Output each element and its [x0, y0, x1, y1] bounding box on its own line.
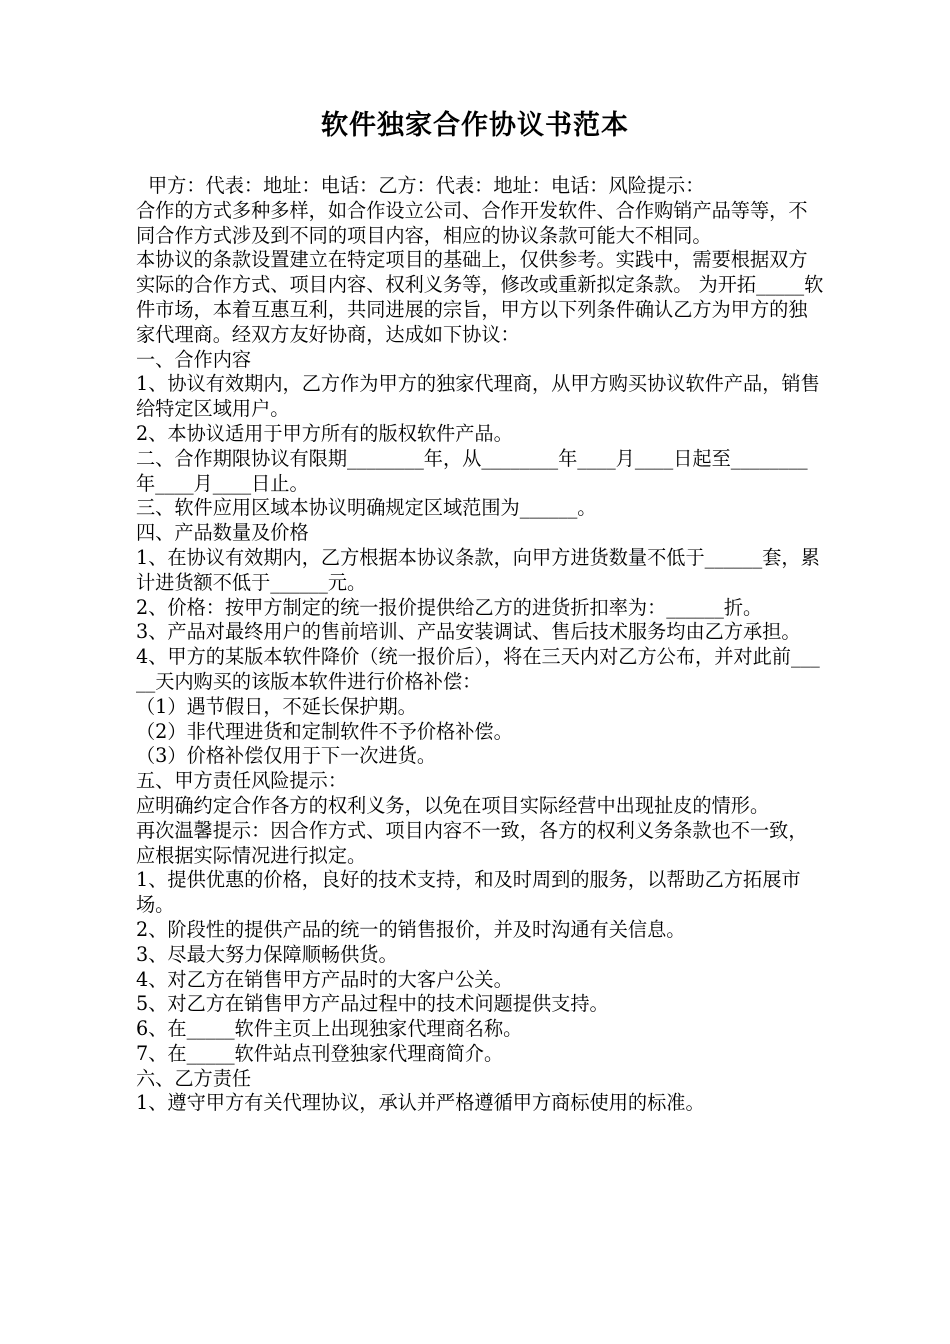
clause: 1、提供优惠的价格，良好的技术支持，和及时周到的服务，以帮助乙方拓展市场。 — [136, 868, 801, 917]
clause: 1、协议有效期内，乙方作为甲方的独家代理商，从甲方购买协议软件产品，销售给特定区域用户。 — [136, 372, 820, 421]
paragraph-risk-note: 合作的方式多种多样，如合作设立公司、合作开发软件、合作购销产品等等，不同合作方式涉及到不同的项目内容，相应的协议条款可能大不相同。 — [136, 198, 808, 247]
clause: 4、对乙方在销售甲方产品时的大客户公关。 — [136, 967, 513, 991]
section-heading: 二、合作期限协议有限期________年，从________年____月____日起至________年____月____日止。 — [136, 446, 808, 495]
clause: 2、价格：按甲方制定的统一报价提供给乙方的进货折扣率为：______折。 — [136, 595, 763, 619]
section-heading: 五、甲方责任风险提示： — [136, 769, 348, 793]
clause: 7、在_____软件站点刊登独家代理商简介。 — [136, 1041, 504, 1065]
clause: 2、阶段性的提供产品的统一的销售报价，并及时沟通有关信息。 — [136, 917, 686, 941]
sub-clause: （3）价格补偿仅用于下一次进货。 — [136, 744, 437, 768]
clause: 2、本协议适用于甲方所有的版权软件产品。 — [136, 421, 513, 445]
document-body — [136, 174, 826, 1116]
section-heading: 六、乙方责任 — [136, 1066, 252, 1090]
clause: 1、遵守甲方有关代理协议，承认并严格遵循甲方商标使用的标准。 — [136, 1091, 705, 1115]
clause: 3、产品对最终用户的售前培训、产品安装调试、售后技术服务均由乙方承担。 — [136, 620, 801, 644]
section-heading: 一、合作内容 — [136, 347, 252, 371]
document-title: 软件独家合作协议书范本 — [321, 110, 629, 141]
section-heading: 三、软件应用区域本协议明确规定区域范围为______。 — [136, 496, 597, 520]
section-heading: 四、产品数量及价格 — [136, 521, 309, 545]
clause: 1、在协议有效期内，乙方根据本协议条款，向甲方进货数量不低于______套，累计进货额不低于______元。 — [136, 545, 820, 594]
clause: 4、甲方的某版本软件降价（统一报价后），将在三天内对乙方公布，并对此前_____天内购买的该版本软件进行价格补偿： — [136, 645, 820, 693]
clause: 6、在_____软件主页上出现独家代理商名称。 — [136, 1017, 523, 1041]
sub-clause: （1）遇节假日，不延长保护期。 — [136, 694, 417, 718]
paragraph-preamble: 本协议的条款设置建立在特定项目的基础上，仅供参考。实践中，需要根据双方实际的合作方式、项目内容、权利义务等，修改或重新拟定条款。 为开拓_____软件市场，本着互惠互利，共同进展的宗旨，甲方以下列条件确认乙方为甲方的独家代理商。经双方友好协商，达成如下协议： — [136, 248, 824, 346]
risk-paragraph: 再次温馨提示：因合作方式、项目内容不一致，各方的权利义务条款也不一致，应根据实际情况进行拟定。 — [136, 818, 808, 867]
paragraph-parties: 甲方：代表：地址：电话：乙方：代表：地址：电话：风险提示： — [148, 174, 705, 197]
clause: 5、对乙方在销售甲方产品过程中的技术问题提供支持。 — [136, 992, 609, 1016]
risk-paragraph: 应明确约定合作各方的权利义务，以免在项目实际经营中出现扯皮的情形。 — [136, 793, 770, 817]
sub-clause: （2）非代理进货和定制软件不予价格补偿。 — [136, 719, 513, 743]
clause: 3、尽最大努力保障顺畅供货。 — [136, 942, 398, 966]
